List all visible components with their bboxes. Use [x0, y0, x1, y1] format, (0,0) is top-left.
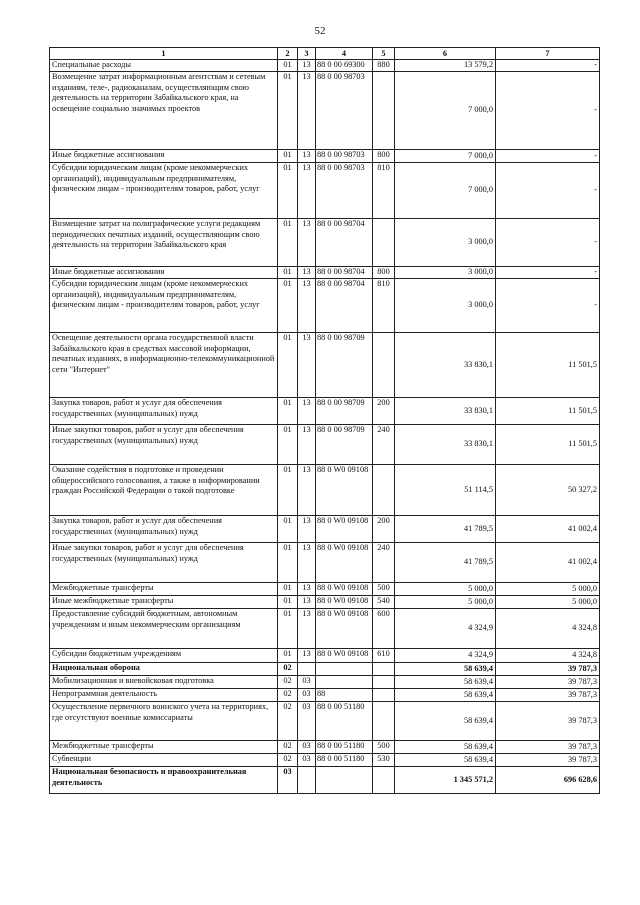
- row-vr: [373, 689, 395, 702]
- row-vr: [373, 219, 395, 267]
- table-row: [50, 60, 600, 72]
- row-pr: 13: [298, 583, 316, 596]
- row-csr: 88 0 W0 09108: [316, 516, 373, 543]
- row-sum2: -: [496, 267, 600, 279]
- row-csr: 88 0 W0 09108: [316, 609, 373, 649]
- header-sum1: 6: [395, 48, 496, 60]
- row-name: Специальные расходы: [50, 60, 278, 72]
- row-rz: 01: [278, 72, 298, 150]
- table-row: [50, 150, 600, 163]
- table-row: [50, 516, 600, 543]
- row-sum1: 7 000,0: [395, 150, 496, 163]
- row-sum1: 41 789,5: [395, 516, 496, 543]
- row-vr: 200: [373, 398, 395, 425]
- row-name: Национальная оборона: [50, 663, 278, 676]
- table-row: [50, 649, 600, 663]
- row-csr: 88 0 00 51180: [316, 741, 373, 754]
- row-csr: 88 0 W0 09108: [316, 596, 373, 609]
- row-sum1: 5 000,0: [395, 596, 496, 609]
- table-row: [50, 754, 600, 767]
- row-sum2: -: [496, 72, 600, 150]
- row-sum1: 1 345 571,2: [395, 767, 496, 794]
- row-vr: 800: [373, 150, 395, 163]
- table-row: [50, 398, 600, 425]
- row-sum2: 39 787,3: [496, 741, 600, 754]
- row-sum1: 58 639,4: [395, 754, 496, 767]
- row-csr: 88 0 00 98703: [316, 72, 373, 150]
- row-csr: 88 0 00 98703: [316, 163, 373, 219]
- row-pr: 03: [298, 741, 316, 754]
- row-sum2: 39 787,3: [496, 702, 600, 741]
- row-name: Иные закупки товаров, работ и услуг для обеспечения государственных (муниципальных) нужд: [50, 543, 278, 583]
- table-row: [50, 425, 600, 465]
- row-pr: 13: [298, 72, 316, 150]
- row-sum2: 696 628,6: [496, 767, 600, 794]
- row-sum2: 41 002,4: [496, 543, 600, 583]
- row-sum2: 5 000,0: [496, 596, 600, 609]
- row-rz: 01: [278, 609, 298, 649]
- table-row: [50, 596, 600, 609]
- row-vr: 500: [373, 583, 395, 596]
- row-sum2: 11 501,5: [496, 425, 600, 465]
- row-vr: 880: [373, 60, 395, 72]
- row-rz: 01: [278, 219, 298, 267]
- row-name: Возмещение затрат на полиграфические услуги редакциям периодических печатных изданий, осуществляющим свою деятельность на территории Забайкальского края: [50, 219, 278, 267]
- row-pr: 03: [298, 676, 316, 689]
- table-row: [50, 702, 600, 741]
- row-csr: 88 0 00 51180: [316, 754, 373, 767]
- row-rz: 02: [278, 754, 298, 767]
- row-name: Субсидии юридическим лицам (кроме некоммерческих организаций), индивидуальным предпринимателям, физическим лицам - производителям товаров, работ, услуг: [50, 279, 278, 333]
- row-pr: 03: [298, 689, 316, 702]
- row-sum1: 13 579,2: [395, 60, 496, 72]
- row-sum1: 58 639,4: [395, 676, 496, 689]
- row-vr: [373, 72, 395, 150]
- row-pr: 13: [298, 163, 316, 219]
- row-sum2: 39 787,3: [496, 676, 600, 689]
- row-rz: 01: [278, 583, 298, 596]
- row-name: Субвенции: [50, 754, 278, 767]
- row-csr: 88 0 00 98709: [316, 398, 373, 425]
- row-sum2: -: [496, 163, 600, 219]
- row-name: Мобилизационная и вневойсковая подготовка: [50, 676, 278, 689]
- row-rz: 02: [278, 676, 298, 689]
- header-sum2: 7: [496, 48, 600, 60]
- row-name: Осуществление первичного воинского учета на территориях, где отсутствуют военные комиссариаты: [50, 702, 278, 741]
- row-csr: [316, 663, 373, 676]
- row-vr: [373, 333, 395, 398]
- row-name: Субсидии юридическим лицам (кроме некоммерческих организаций), индивидуальным предпринимателям, физическим лицам - производителям товаров, работ, услуг: [50, 163, 278, 219]
- row-sum1: 3 000,0: [395, 279, 496, 333]
- row-rz: 01: [278, 543, 298, 583]
- row-sum1: 33 830,1: [395, 425, 496, 465]
- row-vr: 240: [373, 425, 395, 465]
- row-name: Освещение деятельности органа государственной власти Забайкальского края в средствах массовой информации, печатных изданиях, в информационно-телекоммуникационной сети "Интернет": [50, 333, 278, 398]
- row-rz: 01: [278, 516, 298, 543]
- row-rz: 01: [278, 333, 298, 398]
- row-pr: 13: [298, 333, 316, 398]
- row-csr: 88 0 W0 09108: [316, 583, 373, 596]
- row-sum2: 39 787,3: [496, 663, 600, 676]
- row-csr: 88 0 00 98704: [316, 267, 373, 279]
- header-rz: 2: [278, 48, 298, 60]
- row-rz: 01: [278, 649, 298, 663]
- table-row: [50, 279, 600, 333]
- row-pr: [298, 767, 316, 794]
- row-vr: 540: [373, 596, 395, 609]
- table-row: [50, 583, 600, 596]
- row-sum2: 50 327,2: [496, 465, 600, 516]
- row-sum1: 58 639,4: [395, 663, 496, 676]
- row-rz: 02: [278, 702, 298, 741]
- table-row: [50, 267, 600, 279]
- row-sum2: 11 501,5: [496, 333, 600, 398]
- row-pr: 13: [298, 425, 316, 465]
- row-name: Возмещение затрат информационным агентствам и сетевым изданиям, теле-, радиоканалам, осуществляющим свою деятельность на территории Забайкальского края, на освещение социально значимых проектов: [50, 72, 278, 150]
- table-row: [50, 663, 600, 676]
- row-sum2: 39 787,3: [496, 754, 600, 767]
- row-name: Иные межбюджетные трансферты: [50, 596, 278, 609]
- budget-table: [49, 47, 600, 794]
- row-rz: 01: [278, 425, 298, 465]
- row-sum1: 58 639,4: [395, 741, 496, 754]
- row-name: Субсидии бюджетным учреждениям: [50, 649, 278, 663]
- row-sum1: 51 114,5: [395, 465, 496, 516]
- row-sum1: 4 324,9: [395, 609, 496, 649]
- row-rz: 01: [278, 279, 298, 333]
- row-csr: 88 0 00 98704: [316, 279, 373, 333]
- row-csr: 88: [316, 689, 373, 702]
- row-name: Закупка товаров, работ и услуг для обеспечения государственных (муниципальных) нужд: [50, 516, 278, 543]
- row-vr: [373, 465, 395, 516]
- row-vr: 530: [373, 754, 395, 767]
- row-sum2: 4 324,8: [496, 609, 600, 649]
- row-csr: 88 0 W0 09108: [316, 649, 373, 663]
- row-vr: [373, 702, 395, 741]
- row-name: Закупка товаров, работ и услуг для обеспечения государственных (муниципальных) нужд: [50, 398, 278, 425]
- row-name: Непрограммная деятельность: [50, 689, 278, 702]
- row-name: Межбюджетные трансферты: [50, 741, 278, 754]
- row-csr: 88 0 00 69300: [316, 60, 373, 72]
- row-sum2: 41 002,4: [496, 516, 600, 543]
- row-sum1: 33 830,1: [395, 398, 496, 425]
- row-pr: 13: [298, 150, 316, 163]
- row-pr: [298, 663, 316, 676]
- table-row: [50, 741, 600, 754]
- row-vr: [373, 676, 395, 689]
- row-pr: 13: [298, 267, 316, 279]
- row-csr: 88 0 00 98704: [316, 219, 373, 267]
- row-vr: 600: [373, 609, 395, 649]
- row-pr: 13: [298, 398, 316, 425]
- table-row: [50, 333, 600, 398]
- table-row: [50, 163, 600, 219]
- row-name: Иные бюджетные ассигнования: [50, 267, 278, 279]
- table-row: [50, 676, 600, 689]
- row-csr: 88 0 00 98709: [316, 425, 373, 465]
- row-vr: 800: [373, 267, 395, 279]
- row-rz: 02: [278, 741, 298, 754]
- table-row: [50, 767, 600, 794]
- row-pr: 13: [298, 465, 316, 516]
- row-sum1: 3 000,0: [395, 219, 496, 267]
- row-vr: [373, 767, 395, 794]
- row-sum1: 4 324,9: [395, 649, 496, 663]
- header-row: [50, 48, 600, 60]
- row-rz: 03: [278, 767, 298, 794]
- table-row: [50, 689, 600, 702]
- table-row: [50, 465, 600, 516]
- row-name: Межбюджетные трансферты: [50, 583, 278, 596]
- row-sum1: 7 000,0: [395, 72, 496, 150]
- row-vr: 810: [373, 279, 395, 333]
- row-sum1: 58 639,4: [395, 689, 496, 702]
- row-sum2: 4 324,8: [496, 649, 600, 663]
- row-sum1: 58 639,4: [395, 702, 496, 741]
- row-rz: 01: [278, 60, 298, 72]
- header-vr: 5: [373, 48, 395, 60]
- row-pr: 13: [298, 543, 316, 583]
- row-pr: 13: [298, 609, 316, 649]
- row-csr: [316, 676, 373, 689]
- row-sum2: -: [496, 150, 600, 163]
- row-pr: 13: [298, 219, 316, 267]
- row-csr: 88 0 W0 09108: [316, 465, 373, 516]
- row-sum2: -: [496, 60, 600, 72]
- row-name: Предоставление субсидий бюджетным, автономным учреждениям и иным некоммерческим организациям: [50, 609, 278, 649]
- row-pr: 13: [298, 279, 316, 333]
- row-csr: 88 0 00 51180: [316, 702, 373, 741]
- row-sum1: 33 830,1: [395, 333, 496, 398]
- table-row: [50, 543, 600, 583]
- row-sum1: 3 000,0: [395, 267, 496, 279]
- row-name: Национальная безопасность и правоохранительная деятельность: [50, 767, 278, 794]
- row-sum1: 5 000,0: [395, 583, 496, 596]
- row-sum1: 7 000,0: [395, 163, 496, 219]
- row-pr: 13: [298, 596, 316, 609]
- row-sum2: 5 000,0: [496, 583, 600, 596]
- row-rz: 01: [278, 163, 298, 219]
- row-pr: 13: [298, 649, 316, 663]
- header-csr: 4: [316, 48, 373, 60]
- page-number: 52: [314, 25, 326, 37]
- row-csr: [316, 767, 373, 794]
- row-vr: 810: [373, 163, 395, 219]
- row-rz: 01: [278, 465, 298, 516]
- row-rz: 01: [278, 267, 298, 279]
- row-sum2: -: [496, 219, 600, 267]
- row-csr: 88 0 00 98709: [316, 333, 373, 398]
- row-name: Иные закупки товаров, работ и услуг для обеспечения государственных (муниципальных) нужд: [50, 425, 278, 465]
- row-rz: 01: [278, 398, 298, 425]
- row-rz: 02: [278, 689, 298, 702]
- row-sum2: -: [496, 279, 600, 333]
- row-vr: 500: [373, 741, 395, 754]
- row-pr: 03: [298, 754, 316, 767]
- table-row: [50, 609, 600, 649]
- row-name: Иные бюджетные ассигнования: [50, 150, 278, 163]
- row-csr: 88 0 W0 09108: [316, 543, 373, 583]
- row-vr: [373, 663, 395, 676]
- row-sum2: 11 501,5: [496, 398, 600, 425]
- row-pr: 03: [298, 702, 316, 741]
- header-pr: 3: [298, 48, 316, 60]
- row-vr: 200: [373, 516, 395, 543]
- row-name: Оказание содействия в подготовке и проведении общероссийского голосования, а также в информировании граждан Российской Федерации о такой подготовке: [50, 465, 278, 516]
- row-sum1: 41 789,5: [395, 543, 496, 583]
- row-rz: 01: [278, 596, 298, 609]
- row-csr: 88 0 00 98703: [316, 150, 373, 163]
- row-vr: 610: [373, 649, 395, 663]
- header-name: 1: [50, 48, 278, 60]
- row-pr: 13: [298, 516, 316, 543]
- row-sum2: 39 787,3: [496, 689, 600, 702]
- table-row: [50, 72, 600, 150]
- row-rz: 01: [278, 150, 298, 163]
- row-vr: 240: [373, 543, 395, 583]
- row-pr: 13: [298, 60, 316, 72]
- table-row: [50, 219, 600, 267]
- row-rz: 02: [278, 663, 298, 676]
